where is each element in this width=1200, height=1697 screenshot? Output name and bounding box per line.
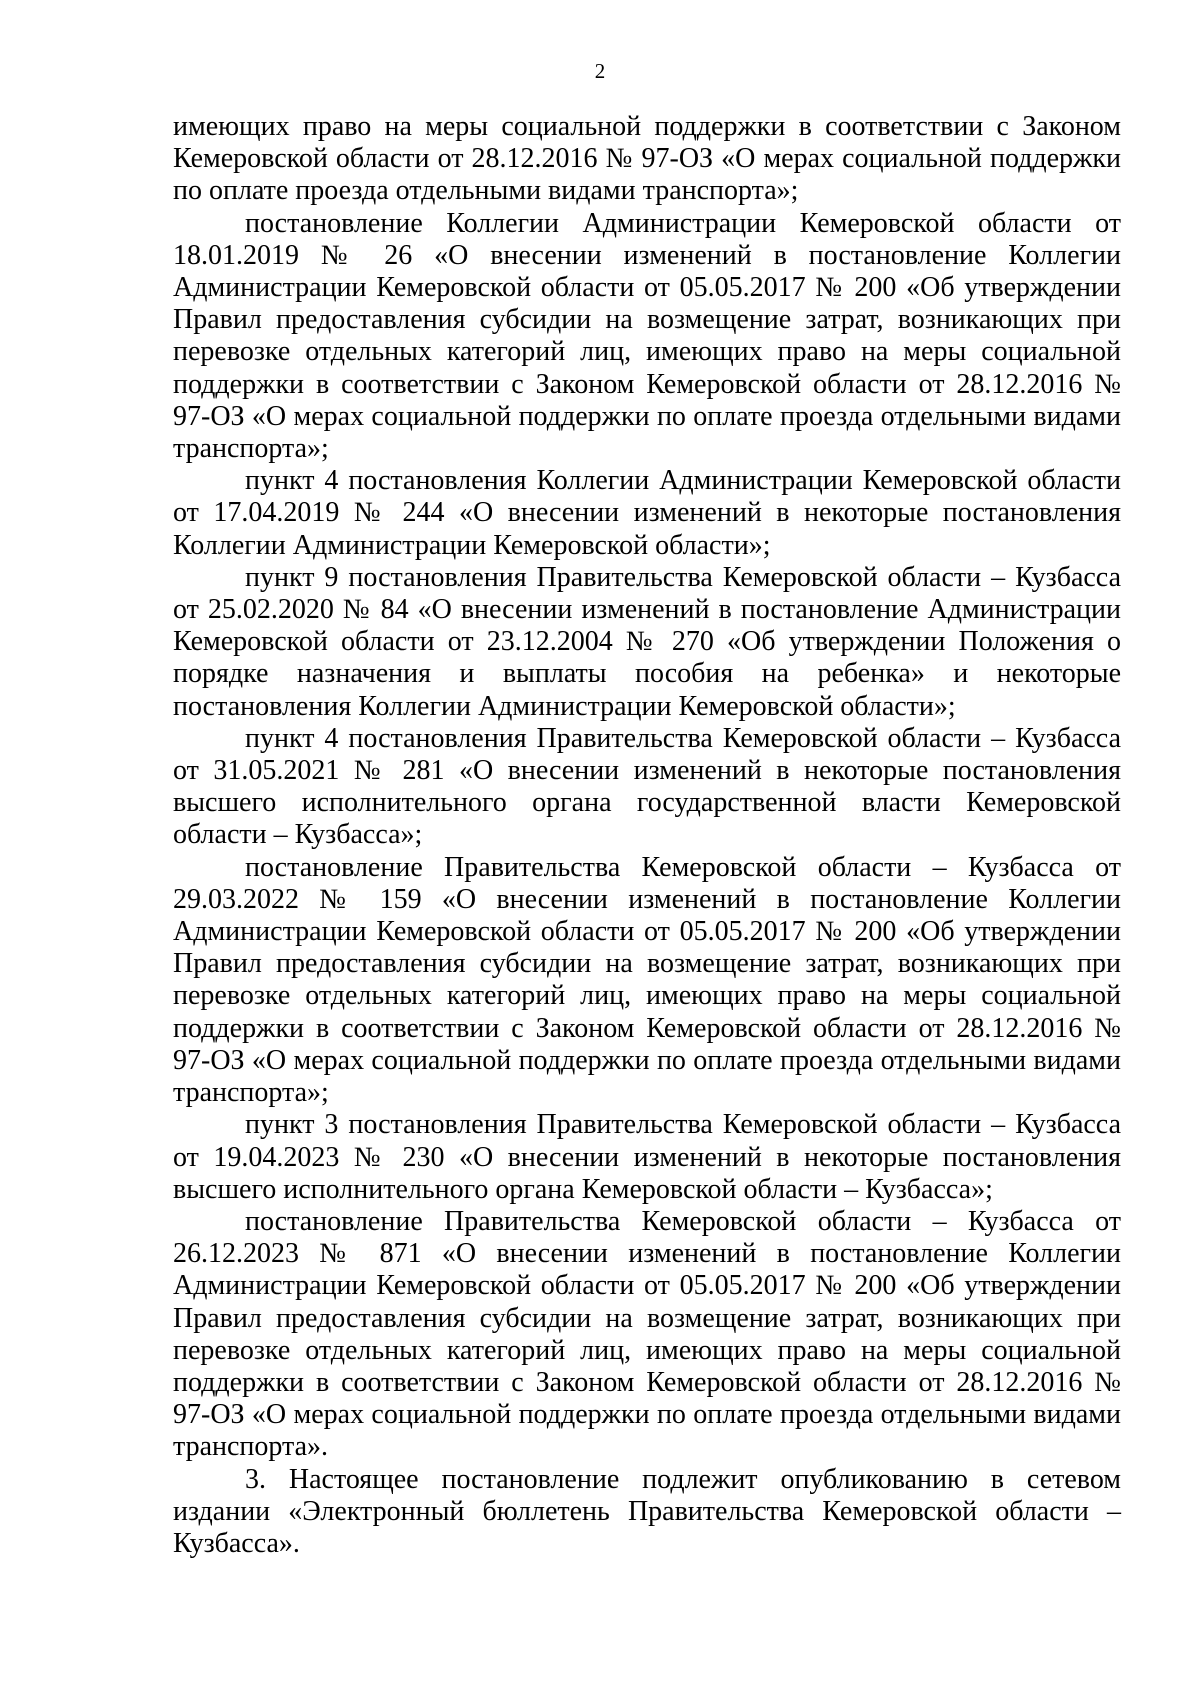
page-number: 2 [594, 59, 606, 83]
document-body [173, 111, 1121, 1560]
paragraph-resolution-2021-281: пункт 4 постановления Правительства Кемеровской области – Кузбасса от 31.05.2021 № 281 «О внесении изменений в некоторые постановления высшего исполнительного органа государственной власти Кемеровской области – Кузбасса»; [173, 722, 1121, 851]
paragraph-resolution-2019-244: пункт 4 постановления Коллегии Администрации Кемеровской области от 17.04.2019 № 244 «О внесении изменений в некоторые постановления Коллегии Администрации Кемеровской области»; [173, 465, 1121, 561]
paragraph-resolution-2019-26: постановление Коллегии Администрации Кемеровской области от 18.01.2019 № 26 «О внесении изменений в постановление Коллегии Администрации Кемеровской области от 05.05.2017 № 200 «Об утверждении Правил предоставления субсидии на возмещение затрат, возникающих при перевозке отдельных категорий лиц, имеющих право на меры социальной поддержки в соответствии с Законом Кемеровской области от 28.12.2016 № 97-ОЗ «О мерах социальной поддержки по оплате проезда отдельными видами транспорта»; [173, 207, 1121, 465]
paragraph-resolution-2023-230: пункт 3 постановления Правительства Кемеровской области – Кузбасса от 19.04.2023 № 230 «О внесении изменений в некоторые постановления высшего исполнительного органа Кемеровской области – Кузбасса»; [173, 1109, 1121, 1205]
paragraph-resolution-2023-871: постановление Правительства Кемеровской области – Кузбасса от 26.12.2023 № 871 «О внесении изменений в постановление Коллегии Администрации Кемеровской области от 05.05.2017 № 200 «Об утверждении Правил предоставления субсидии на возмещение затрат, возникающих при перевозке отдельных категорий лиц, имеющих право на меры социальной поддержки в соответствии с Законом Кемеровской области от 28.12.2016 № 97-ОЗ «О мерах социальной поддержки по оплате проезда отдельными видами транспорта». [173, 1205, 1121, 1463]
paragraph-continuation: имеющих право на меры социальной поддержки в соответствии с Законом Кемеровской области от 28.12.2016 № 97-ОЗ «О мерах социальной поддержки по оплате проезда отдельными видами транспорта»; [173, 111, 1121, 207]
paragraph-publication-clause: 3. Настоящее постановление подлежит опубликованию в сетевом издании «Электронный бюллетень Правительства Кемеровской области – Кузбасса». [173, 1463, 1121, 1559]
paragraph-resolution-2022-159: постановление Правительства Кемеровской области – Кузбасса от 29.03.2022 № 159 «О внесении изменений в постановление Коллегии Администрации Кемеровской области от 05.05.2017 № 200 «Об утверждении Правил предоставления субсидии на возмещение затрат, возникающих при перевозке отдельных категорий лиц, имеющих право на меры социальной поддержки в соответствии с Законом Кемеровской области от 28.12.2016 № 97-ОЗ «О мерах социальной поддержки по оплате проезда отдельными видами транспорта»; [173, 851, 1121, 1109]
paragraph-resolution-2020-84: пункт 9 постановления Правительства Кемеровской области – Кузбасса от 25.02.2020 № 84 «О внесении изменений в постановление Администрации Кемеровской области от 23.12.2004 № 270 «Об утверждении Положения о порядке назначения и выплаты пособия на ребенка» и некоторые постановления Коллегии Администрации Кемеровской области»; [173, 561, 1121, 722]
